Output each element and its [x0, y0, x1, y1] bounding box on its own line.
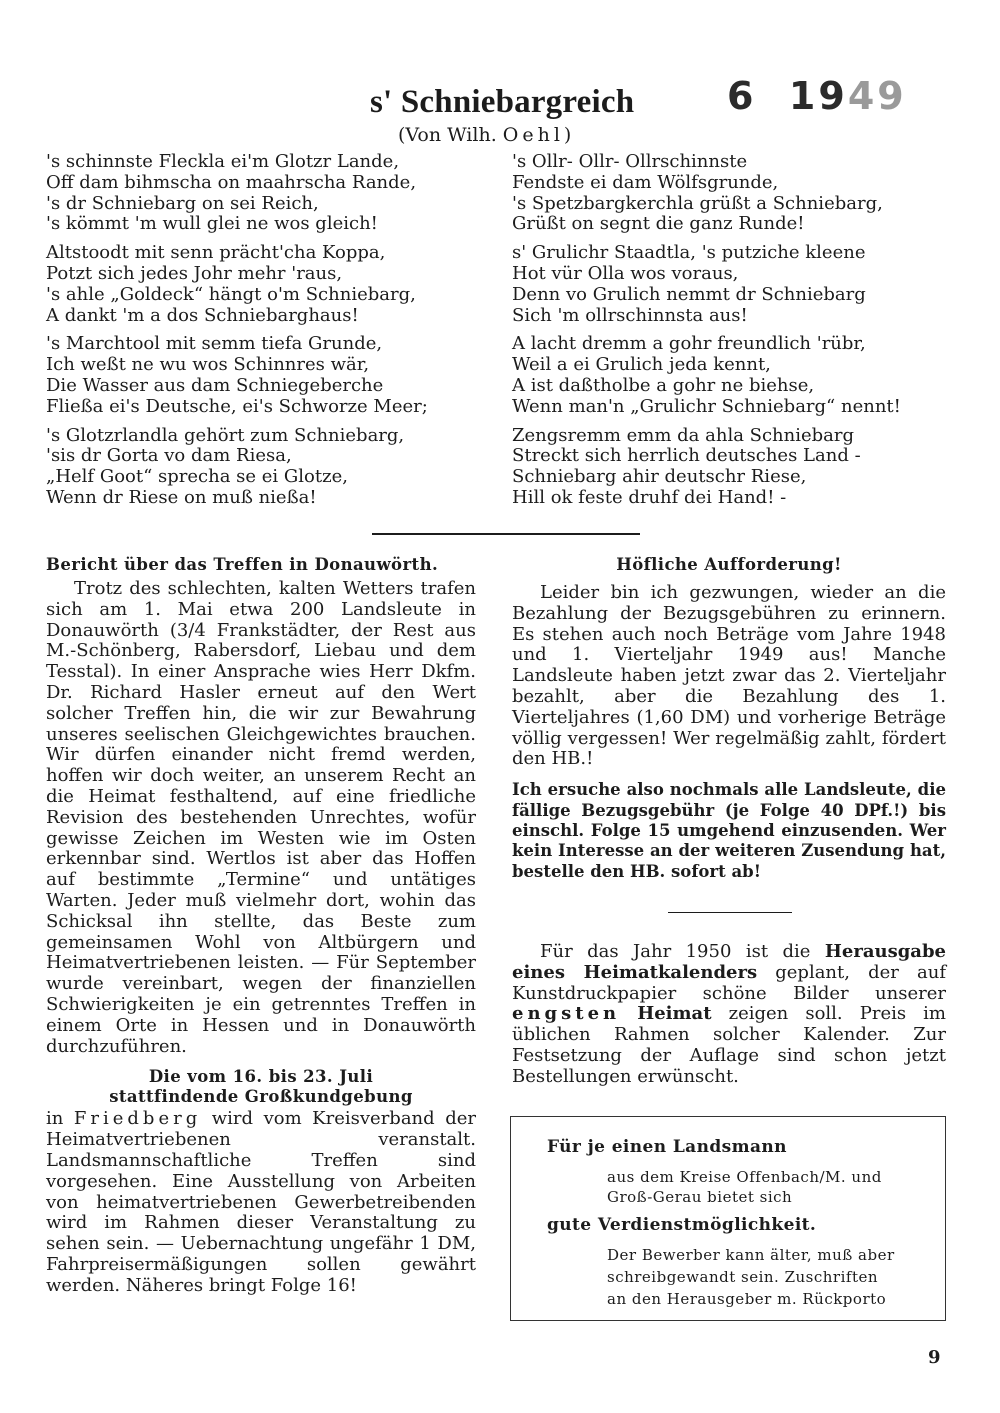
poem-line: Die Wasser aus dam Schniegeberche — [46, 374, 384, 396]
author-name: Oehl — [502, 124, 564, 146]
poem-stanza — [512, 334, 901, 417]
poem-line: Potzt sich jedes Johr mehr 'raus, — [46, 262, 343, 284]
poem-stanza — [46, 243, 428, 326]
poem-line: s' Grulichr Staadtla, 's putziche kleene — [512, 242, 866, 264]
calendar-bold-1: Herausgabe eines Heimatkalenders — [512, 941, 946, 983]
author-prefix: (Von Wilh. — [398, 124, 497, 146]
page-number: 9 — [928, 1347, 941, 1368]
poem-line: Wenn man'n „Grulichr Schniebarg“ nennt! — [512, 395, 901, 417]
poem-line: A dankt 'm a dos Schniebarghaus! — [46, 304, 359, 326]
poem-divider — [372, 533, 640, 535]
poem-author — [398, 124, 571, 146]
poem-line: Sich 'm ollrschinnsta aus! — [512, 304, 748, 326]
poem-line: Streckt sich herrlich deutsches Land - — [512, 445, 861, 467]
author-suffix: ) — [563, 124, 572, 146]
poem-line: Ich weßt ne wu wos Schinnres wär, — [46, 354, 370, 376]
poem-title: s' Schniebargreich — [370, 84, 635, 120]
calendar-bold-2: engsten — [512, 1003, 621, 1025]
job-ad-box — [510, 1116, 946, 1321]
poem-stanza — [512, 426, 901, 509]
poem-line: 's Ollr- Ollr- Ollrschinnste — [512, 151, 748, 172]
calendar-body — [512, 942, 946, 1088]
poem-line: 's dr Schniebarg on sei Reich, — [46, 192, 319, 214]
poem-line: Hot vür Olla wos voraus, — [512, 262, 739, 284]
poem-line: 's schinnste Fleckla ei'm Glotzr Lande, — [46, 151, 400, 172]
poem-line: Weil a ei Grulich jeda kennt, — [512, 354, 771, 376]
poem-line: Grüßt on segnt die ganz Runde! — [512, 213, 805, 235]
ad-heading-2: gute Verdienstmöglichkeit. — [547, 1215, 817, 1235]
poem-line: Wenn dr Riese on muß nießa! — [46, 486, 317, 508]
report-article — [46, 555, 476, 1297]
poem-line: 's Marchtool mit semm tiefa Grunde, — [46, 333, 383, 355]
ad-line-4: schreibgewandt sein. Zuschriften — [607, 1268, 879, 1286]
poem-line: 's Glotzrlandla gehört zum Schniebarg, — [46, 424, 405, 446]
poem-stanza — [46, 152, 428, 235]
stamp-year-end: 49 — [847, 74, 907, 118]
poem-line: 's Spetzbargkerchla grüßt a Schniebarg, — [512, 192, 883, 214]
poem-stanza — [512, 243, 901, 326]
calendar-text-3: zeigen soll. Preis im üblichen Rahmen solcher Kalender. Zur Festsetzung der Auflage sind schon jetzt Bestellungen erwünscht. — [512, 1003, 946, 1087]
poem-line: Fendste ei dam Wölfsgrunde, — [512, 171, 779, 193]
poem-line: 's ahle „Goldeck“ hängt o'm Schniebarg, — [46, 283, 416, 305]
poem-left-column — [46, 152, 428, 517]
rally-city: Friedberg — [73, 1108, 202, 1130]
rally-body — [46, 1109, 476, 1296]
poem-line: Zengsremm emm da ahla Schniebarg — [512, 424, 855, 446]
poem-line: Altstoodt mit senn prächt'cha Koppa, — [46, 242, 386, 264]
request-body: Leider bin ich gezwungen, wieder an die Bezahlung der Bezugsgebühren zu erinnern. Es stehen auch noch Beträge vom Jahre 1948 und 1. Vierteljahr 1949 aus! Manche Landsleute haben jetzt zwar das 2. Vierteljahr bezahlt, aber die Bezahlung des 1. Vierteljahres (1,60 DM) und vorherige Beträge völlig vergessen! Wer regelmäßig zahlt, fördert den HB.! — [512, 582, 946, 770]
rally-heading-line2: stattfindende Großkundgebung — [109, 1087, 413, 1107]
report-body: Trotz des schlechten, kalten Wetters trafen sich am 1. Mai etwa 200 Landsleute in Donauwörth (3/4 Frankstädter, der Rest aus M.-Schönberg, Rabersdorf, Liebau und dem Tesstal). In einer Ansprache wies Herr Dkfm. Dr. Richard Hasler erneut auf den Wert solcher Treffen hin, die wir zur Bewahrung unseres seelischen Gleichgewichtes brauchen. Wir dürfen einander nicht fremd werden, hoffen wir doch weiter, an unserem Recht an die Heimat festhaltend, auf eine friedliche Revision des bestehenden Unrechtes, wofür gewisse Zeichen im Westen wie im Osten erkennbar sind. Wertlos ist aber das Hoffen auf bestimmte „Termine“ und untätiges Warten. Jeder muß vielmehr dort, wohin das Schicksal ihn stellte, das Beste zum gemeinsamen Wohl von Altbürgern und Heimatvertriebenen leisten. — Für September wurde vereinbart, wegen der finanziellen Schwierigkeiten je ein getrenntes Treffen in einem Orte in Hessen und in Donauwörth durchzuführen. — [46, 578, 476, 1057]
poem-line: Off dam bihmscha on maahrscha Rande, — [46, 171, 417, 193]
poem-line: „Helf Goot“ sprecha se ei Glotze, — [46, 466, 348, 488]
poem-stanza — [46, 334, 428, 417]
poem-line: Hill ok feste druhf dei Hand! - — [512, 486, 787, 508]
poem-line: Fließa ei's Deutsche, ei's Schworze Meer; — [46, 395, 428, 417]
stamp-year-start: 19 — [788, 74, 848, 118]
poem-line: 's kömmt 'm wull glei ne wos gleich! — [46, 213, 378, 235]
calendar-article — [512, 942, 946, 1088]
ad-line-2: Groß-Gerau bietet sich — [607, 1188, 793, 1206]
request-divider — [668, 912, 792, 913]
poem-stanza — [512, 152, 901, 235]
ad-line-3: Der Bewerber kann älter, muß aber — [607, 1246, 895, 1264]
poem-right-column — [512, 152, 901, 517]
poem-line: A lacht dremm a gohr freundlich 'rübr, — [512, 333, 866, 355]
ad-line-1: aus dem Kreise Offenbach/M. und — [607, 1168, 882, 1186]
poem-line: 'sis dr Gorta vo dam Riesa, — [46, 445, 292, 467]
report-heading: Bericht über das Treffen in Donauwörth. — [46, 555, 439, 574]
poem-line: Denn vo Grulich nemmt dr Schniebarg — [512, 283, 866, 305]
ad-line-5: an den Herausgeber m. Rückporto — [607, 1290, 887, 1308]
calendar-text-2: geplant, der auf Kunstdruckpapier schöne Bilder unserer — [512, 961, 946, 1004]
stamp-digit: 6 — [727, 74, 757, 118]
archive-stamp — [727, 74, 907, 118]
rally-prefix: in — [46, 1108, 64, 1130]
request-bold-notice: Ich ersuche also nochmals alle Landsleute, die fällige Bezugsgebühr (je Folge 40 DPf.!) bis einschl. Folge 15 umgehend einzusenden. Wer kein Interesse an der weiteren Zusendung hat, bestelle den HB. sofort ab! — [512, 780, 946, 881]
request-heading: Höfliche Aufforderung! — [616, 555, 842, 574]
rally-text: wird vom Kreisverband der Heimatvertriebenen veranstalt. Landsmannschaftliche Treffen sind vorgesehen. Eine Ausstellung von Arbeiten von heimatvertriebenen Gewerbetreibenden wird im Rahmen dieser Veranstaltung zu sehen sein. — Uebernachtung ungefähr 1 DM, Fahrpreisermäßigungen sollen gewährt werden. Näheres bringt Folge 16! — [46, 1108, 476, 1296]
request-article — [512, 555, 946, 882]
rally-heading-line1: Die vom 16. bis 23. Juli — [148, 1067, 374, 1087]
calendar-text-1: Für das Jahr 1950 ist die — [540, 941, 811, 962]
poem-line: Schniebarg ahir deutschr Riese, — [512, 466, 807, 488]
ad-heading: Für je einen Landsmann — [547, 1137, 787, 1157]
poem-line: A ist daßtholbe a gohr ne biehse, — [512, 374, 815, 396]
poem-stanza — [46, 426, 428, 509]
calendar-bold-3: Heimat — [637, 1003, 712, 1025]
